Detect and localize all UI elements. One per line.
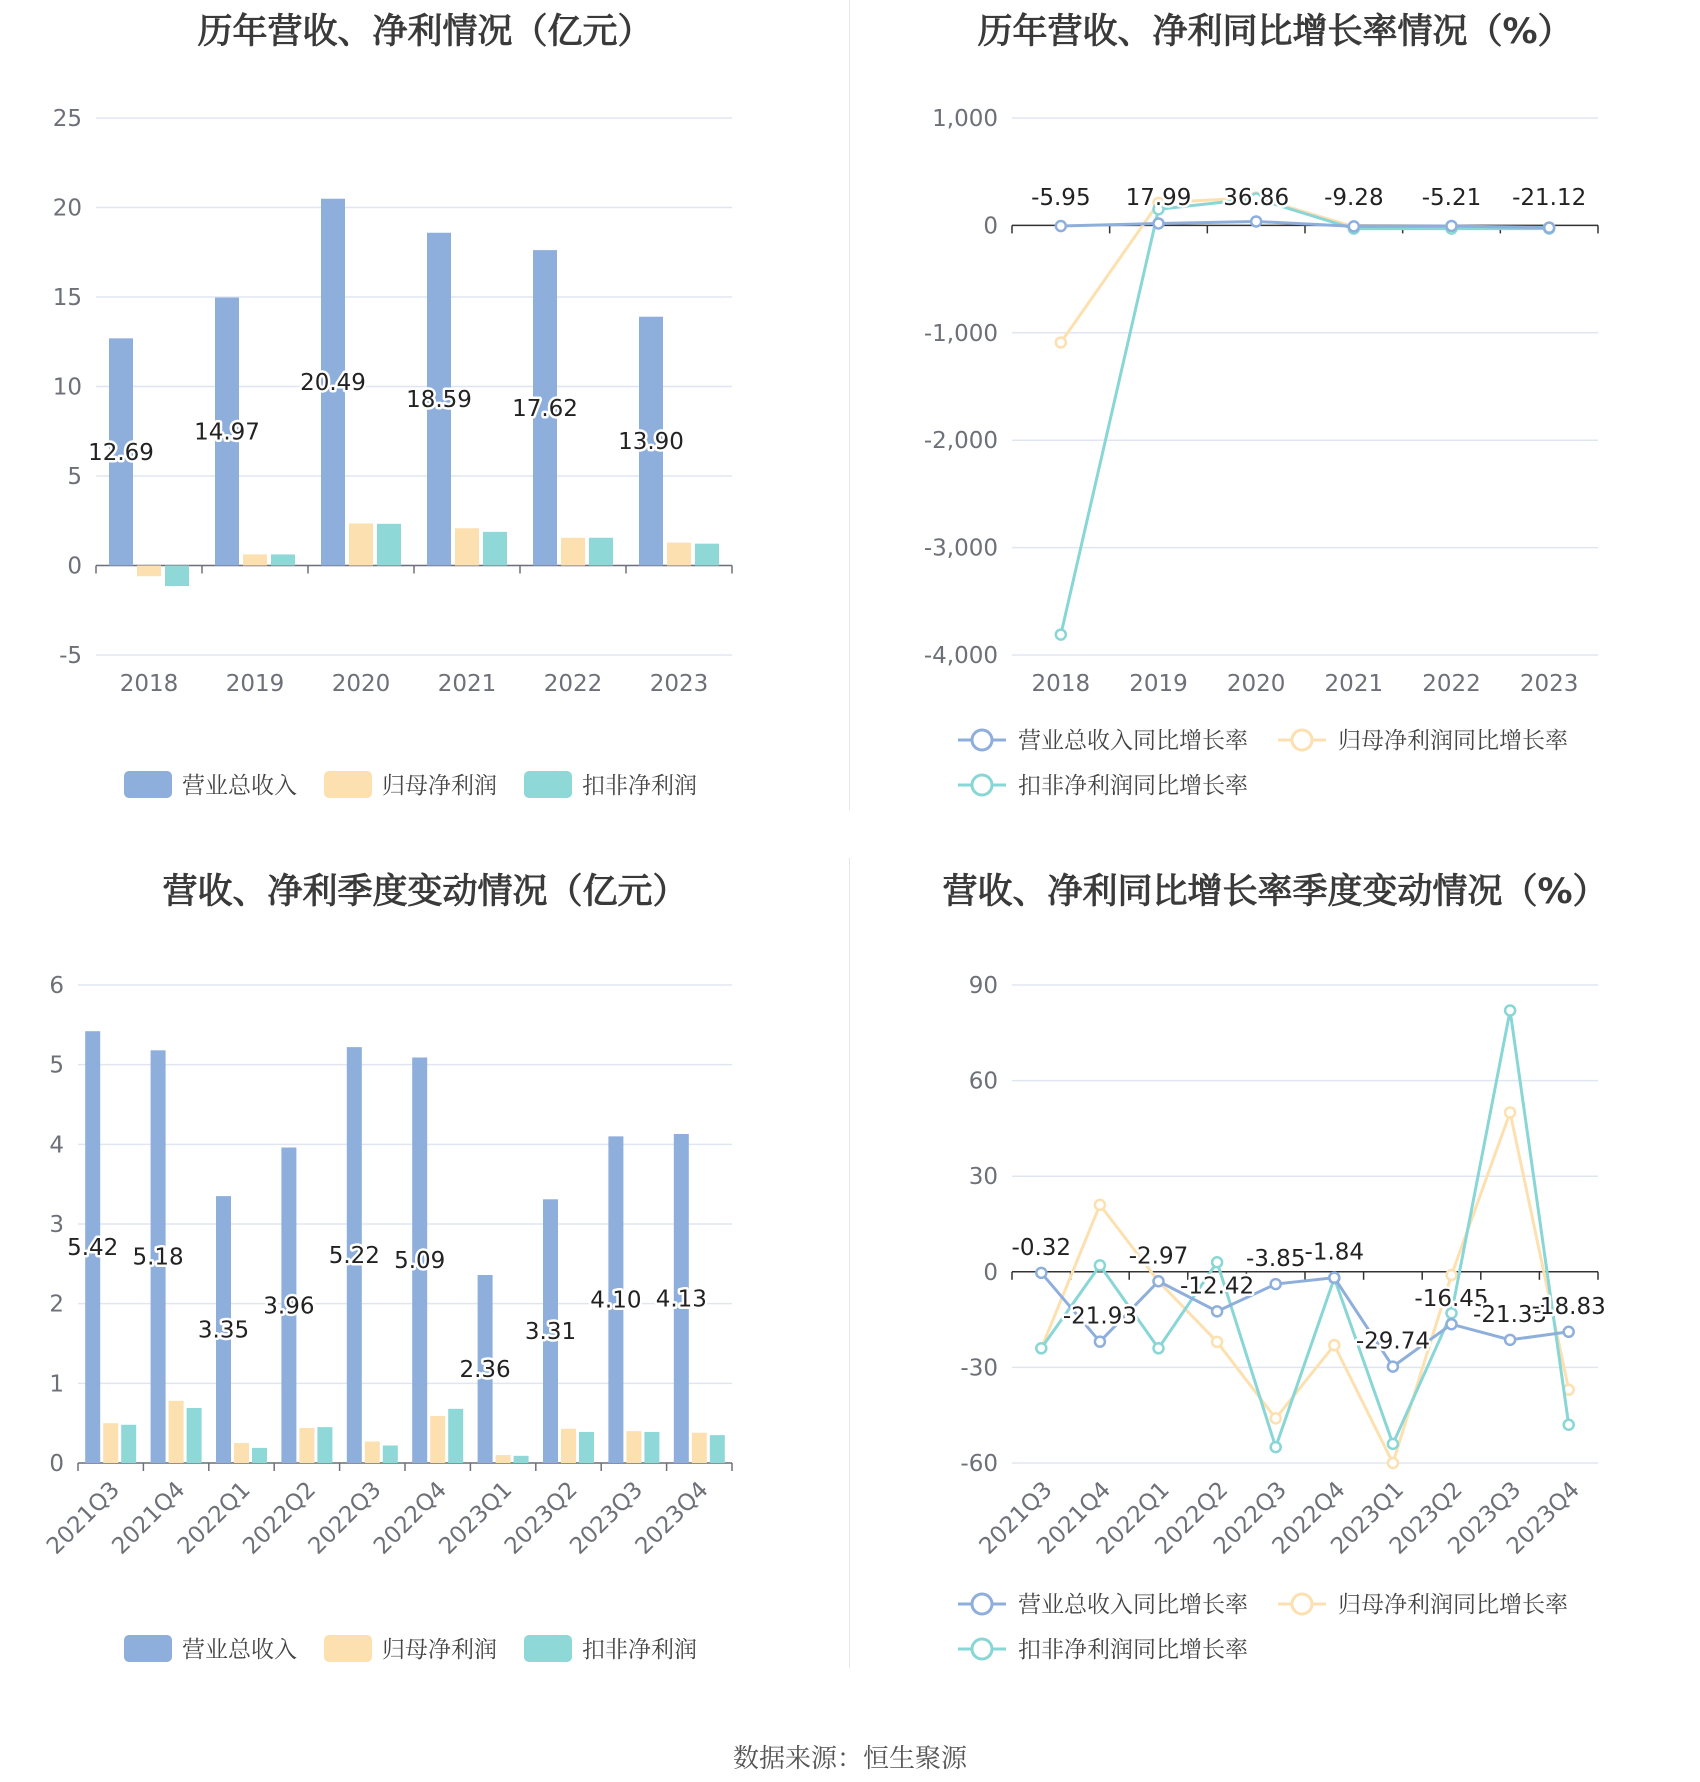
x-tick-label: 2023 bbox=[1519, 671, 1579, 697]
data-point bbox=[1505, 1107, 1515, 1117]
data-label: -5.21 bbox=[1421, 185, 1482, 211]
y-tick-label: -3,000 bbox=[923, 535, 998, 562]
bar bbox=[561, 1429, 576, 1463]
data-point bbox=[1329, 1340, 1339, 1350]
legend-marker bbox=[972, 1639, 992, 1659]
bar bbox=[103, 1423, 118, 1463]
data-label: 4.13 bbox=[655, 1286, 707, 1313]
y-tick-label: 90 bbox=[968, 973, 998, 999]
legend-swatch bbox=[524, 1635, 572, 1662]
bar bbox=[448, 1409, 463, 1463]
data-point bbox=[1505, 1005, 1515, 1015]
legend-label: 扣非净利润 bbox=[582, 773, 697, 799]
data-point bbox=[1564, 1420, 1574, 1430]
bar bbox=[589, 538, 613, 566]
data-label: 14.97 bbox=[194, 419, 260, 446]
y-tick-label: -1,000 bbox=[923, 320, 998, 347]
x-tick-label: 2023Q1 bbox=[434, 1476, 518, 1560]
data-label: -18.83 bbox=[1531, 1293, 1606, 1320]
data-point bbox=[1036, 1343, 1046, 1353]
legend-label: 扣非净利润 bbox=[582, 1637, 697, 1663]
x-tick-label: 2019 bbox=[1129, 671, 1188, 697]
y-tick-label: -4,000 bbox=[923, 643, 998, 669]
data-label: 2.36 bbox=[459, 1356, 511, 1383]
legend-marker bbox=[972, 775, 992, 795]
legend-label: 营业总收入 bbox=[182, 773, 297, 799]
quarterly-bar-chart bbox=[0, 860, 850, 1720]
data-point bbox=[1349, 221, 1359, 231]
data-label: 12.69 bbox=[88, 439, 154, 466]
data-label: -2.97 bbox=[1128, 1243, 1189, 1270]
data-label: -21.12 bbox=[1512, 185, 1587, 211]
bar bbox=[271, 554, 295, 565]
data-point bbox=[1505, 1335, 1515, 1345]
y-tick-label: -2,000 bbox=[923, 428, 998, 455]
data-label: 20.49 bbox=[300, 370, 366, 397]
data-point bbox=[1095, 1260, 1105, 1270]
legend-swatch bbox=[124, 1635, 172, 1662]
data-point bbox=[1056, 337, 1066, 347]
legend-label: 扣非净利润同比增长率 bbox=[1018, 773, 1248, 799]
data-label: -12.42 bbox=[1180, 1273, 1255, 1300]
data-label: -16.45 bbox=[1414, 1286, 1489, 1313]
data-label: 5.42 bbox=[67, 1235, 119, 1262]
x-tick-label: 2019 bbox=[225, 671, 285, 697]
y-tick-label: -30 bbox=[960, 1355, 998, 1382]
data-label: 3.35 bbox=[197, 1317, 250, 1344]
data-point bbox=[1329, 1273, 1339, 1283]
data-label: -3.85 bbox=[1245, 1246, 1306, 1273]
bar bbox=[252, 1448, 267, 1463]
y-tick-label: 15 bbox=[52, 285, 82, 311]
x-tick-label: 2021Q3 bbox=[42, 1476, 125, 1560]
y-tick-label: 10 bbox=[52, 374, 82, 401]
y-tick-label: 30 bbox=[968, 1164, 998, 1191]
data-label: -5.95 bbox=[1031, 185, 1091, 211]
data-label: 5.09 bbox=[394, 1248, 446, 1275]
legend-marker bbox=[1292, 1594, 1312, 1614]
bar bbox=[383, 1445, 398, 1463]
data-point bbox=[1212, 1337, 1222, 1347]
data-point bbox=[1271, 1413, 1281, 1423]
quarterly-growth-line-chart bbox=[850, 860, 1700, 1720]
data-label: 3.96 bbox=[263, 1293, 315, 1320]
bar bbox=[561, 538, 585, 566]
bar bbox=[692, 1433, 707, 1463]
data-label: 5.22 bbox=[328, 1243, 380, 1270]
bar bbox=[626, 1431, 641, 1463]
legend-label: 归母净利润同比增长率 bbox=[1338, 728, 1568, 754]
data-label: -29.74 bbox=[1355, 1328, 1430, 1355]
bar bbox=[455, 528, 479, 565]
x-tick-label: 2021Q4 bbox=[107, 1476, 191, 1560]
x-tick-label: 2022Q4 bbox=[1267, 1476, 1351, 1560]
bar bbox=[121, 1425, 136, 1463]
annual-bar-chart bbox=[0, 0, 850, 860]
data-point bbox=[1447, 221, 1457, 231]
x-tick-label: 2022Q3 bbox=[1209, 1476, 1292, 1560]
x-tick-label: 2021Q4 bbox=[1033, 1476, 1117, 1560]
bar bbox=[299, 1428, 314, 1463]
bar bbox=[667, 543, 691, 566]
chart-title: 营收、净利同比增长率季度变动情况（%） bbox=[942, 872, 1608, 912]
data-point bbox=[1447, 1319, 1457, 1329]
y-tick-label: 25 bbox=[52, 106, 82, 132]
divider-bottom bbox=[849, 858, 850, 1668]
data-label: 17.99 bbox=[1125, 185, 1192, 211]
y-tick-label: 0 bbox=[67, 553, 82, 580]
x-tick-label: 2023Q4 bbox=[630, 1476, 714, 1560]
legend-marker bbox=[972, 1594, 992, 1614]
data-point bbox=[1271, 1442, 1281, 1452]
data-point bbox=[1154, 1343, 1164, 1353]
x-tick-label: 2023Q2 bbox=[1384, 1476, 1468, 1560]
bar bbox=[349, 523, 373, 565]
data-point bbox=[1154, 218, 1164, 228]
data-point bbox=[1388, 1458, 1398, 1468]
x-tick-label: 2022Q2 bbox=[238, 1476, 322, 1560]
x-tick-label: 2022 bbox=[1422, 671, 1481, 697]
annual-growth-line-chart bbox=[850, 0, 1700, 860]
x-tick-label: 2022Q2 bbox=[1150, 1476, 1234, 1560]
x-tick-label: 2023Q1 bbox=[1326, 1476, 1410, 1560]
bar bbox=[243, 554, 267, 565]
y-tick-label: 0 bbox=[49, 1451, 64, 1477]
bar bbox=[695, 544, 719, 566]
chart-title: 历年营收、净利情况（亿元） bbox=[197, 12, 653, 52]
data-point bbox=[1095, 1337, 1105, 1347]
y-tick-label: 0 bbox=[983, 1259, 998, 1286]
quarterly-growth-panel bbox=[850, 860, 1700, 1720]
x-tick-label: 2018 bbox=[119, 671, 179, 697]
data-label: 5.18 bbox=[132, 1244, 184, 1271]
legend-label: 营业总收入 bbox=[182, 1637, 297, 1663]
x-tick-label: 2022Q3 bbox=[303, 1476, 387, 1560]
data-label: -21.93 bbox=[1062, 1303, 1137, 1330]
legend-label: 扣非净利润同比增长率 bbox=[1018, 1637, 1248, 1663]
bar bbox=[514, 1456, 529, 1463]
data-point bbox=[1056, 630, 1066, 640]
y-tick-label: 20 bbox=[52, 195, 82, 222]
data-point bbox=[1544, 223, 1554, 233]
bar bbox=[496, 1455, 511, 1463]
x-tick-label: 2021Q3 bbox=[974, 1476, 1058, 1560]
legend-label: 归母净利润 bbox=[382, 773, 497, 799]
legend-swatch bbox=[324, 1635, 372, 1662]
bar bbox=[234, 1443, 249, 1463]
x-tick-label: 2023Q2 bbox=[499, 1476, 583, 1560]
quarterly-revenue-profit-panel bbox=[0, 860, 850, 1720]
bar bbox=[317, 1427, 332, 1463]
y-tick-label: 6 bbox=[49, 973, 64, 999]
data-label: 17.62 bbox=[512, 395, 578, 422]
legend-marker bbox=[1292, 730, 1312, 750]
x-tick-label: 2020 bbox=[1226, 671, 1286, 697]
x-tick-label: 2021 bbox=[437, 671, 497, 697]
y-tick-label: 1,000 bbox=[932, 106, 998, 132]
y-tick-label: -5 bbox=[59, 643, 82, 669]
x-tick-label: 2018 bbox=[1031, 671, 1091, 697]
bar bbox=[710, 1435, 725, 1463]
legend-marker bbox=[972, 730, 992, 750]
bar bbox=[165, 566, 189, 587]
data-point bbox=[1212, 1257, 1222, 1267]
y-tick-label: 5 bbox=[67, 464, 82, 490]
legend-label: 归母净利润 bbox=[382, 1637, 497, 1663]
y-tick-label: 2 bbox=[49, 1291, 64, 1318]
annual-revenue-profit-panel bbox=[0, 0, 850, 860]
data-point bbox=[1271, 1279, 1281, 1289]
series-line bbox=[1061, 199, 1549, 635]
data-label: -1.84 bbox=[1304, 1239, 1365, 1266]
data-point bbox=[1154, 1276, 1164, 1286]
bar bbox=[365, 1441, 380, 1463]
x-tick-label: 2022 bbox=[543, 671, 603, 697]
y-tick-label: 0 bbox=[983, 213, 998, 240]
x-tick-label: 2022Q1 bbox=[172, 1476, 256, 1560]
y-tick-label: 5 bbox=[49, 1052, 64, 1079]
data-label: 3.31 bbox=[524, 1319, 577, 1346]
bar bbox=[187, 1408, 202, 1463]
data-label: 18.59 bbox=[406, 387, 472, 414]
annual-growth-panel bbox=[850, 0, 1700, 860]
divider-top bbox=[849, 0, 850, 810]
data-point bbox=[1251, 216, 1261, 226]
data-point bbox=[1056, 221, 1066, 231]
y-tick-label: -60 bbox=[960, 1451, 998, 1477]
y-tick-label: 60 bbox=[968, 1068, 998, 1095]
legend-swatch bbox=[124, 771, 172, 798]
series-line bbox=[1041, 1112, 1568, 1463]
data-point bbox=[1388, 1439, 1398, 1449]
data-label: -0.32 bbox=[1011, 1234, 1072, 1261]
legend-swatch bbox=[324, 771, 372, 798]
data-source: 数据来源：恒生聚源 bbox=[732, 1744, 967, 1774]
y-tick-label: 4 bbox=[49, 1132, 64, 1159]
data-label: -9.28 bbox=[1324, 185, 1384, 211]
legend-label: 营业总收入同比增长率 bbox=[1018, 728, 1248, 754]
data-point bbox=[1036, 1268, 1046, 1278]
data-label: 4.10 bbox=[590, 1287, 642, 1314]
bar bbox=[169, 1401, 184, 1463]
bar bbox=[137, 566, 161, 577]
chart-title: 历年营收、净利同比增长率情况（%） bbox=[977, 12, 1573, 52]
y-tick-label: 3 bbox=[49, 1212, 64, 1238]
x-tick-label: 2021 bbox=[1324, 671, 1384, 697]
y-tick-label: 1 bbox=[49, 1371, 64, 1398]
data-label: -21.35 bbox=[1473, 1301, 1548, 1328]
data-point bbox=[1447, 1270, 1457, 1280]
data-point bbox=[1388, 1362, 1398, 1372]
legend-label: 营业总收入同比增长率 bbox=[1018, 1592, 1248, 1618]
bar bbox=[644, 1432, 659, 1463]
bar bbox=[579, 1432, 594, 1463]
x-tick-label: 2020 bbox=[331, 671, 391, 697]
x-tick-label: 2023Q3 bbox=[565, 1476, 649, 1560]
x-tick-label: 2023 bbox=[649, 671, 709, 697]
x-tick-label: 2023Q3 bbox=[1443, 1476, 1527, 1560]
bar bbox=[483, 532, 507, 566]
data-label: 36.86 bbox=[1223, 185, 1290, 211]
data-point bbox=[1095, 1200, 1105, 1210]
bar bbox=[377, 524, 401, 566]
x-tick-label: 2022Q4 bbox=[369, 1476, 452, 1560]
x-tick-label: 2022Q1 bbox=[1091, 1476, 1175, 1560]
data-point bbox=[1212, 1306, 1222, 1316]
data-label: 13.90 bbox=[618, 429, 684, 456]
legend-label: 归母净利润同比增长率 bbox=[1338, 1592, 1568, 1618]
data-point bbox=[1564, 1327, 1574, 1337]
x-tick-label: 2023Q4 bbox=[1502, 1476, 1585, 1560]
bar bbox=[430, 1416, 445, 1463]
legend-swatch bbox=[524, 771, 572, 798]
chart-title: 营收、净利季度变动情况（亿元） bbox=[162, 872, 688, 912]
